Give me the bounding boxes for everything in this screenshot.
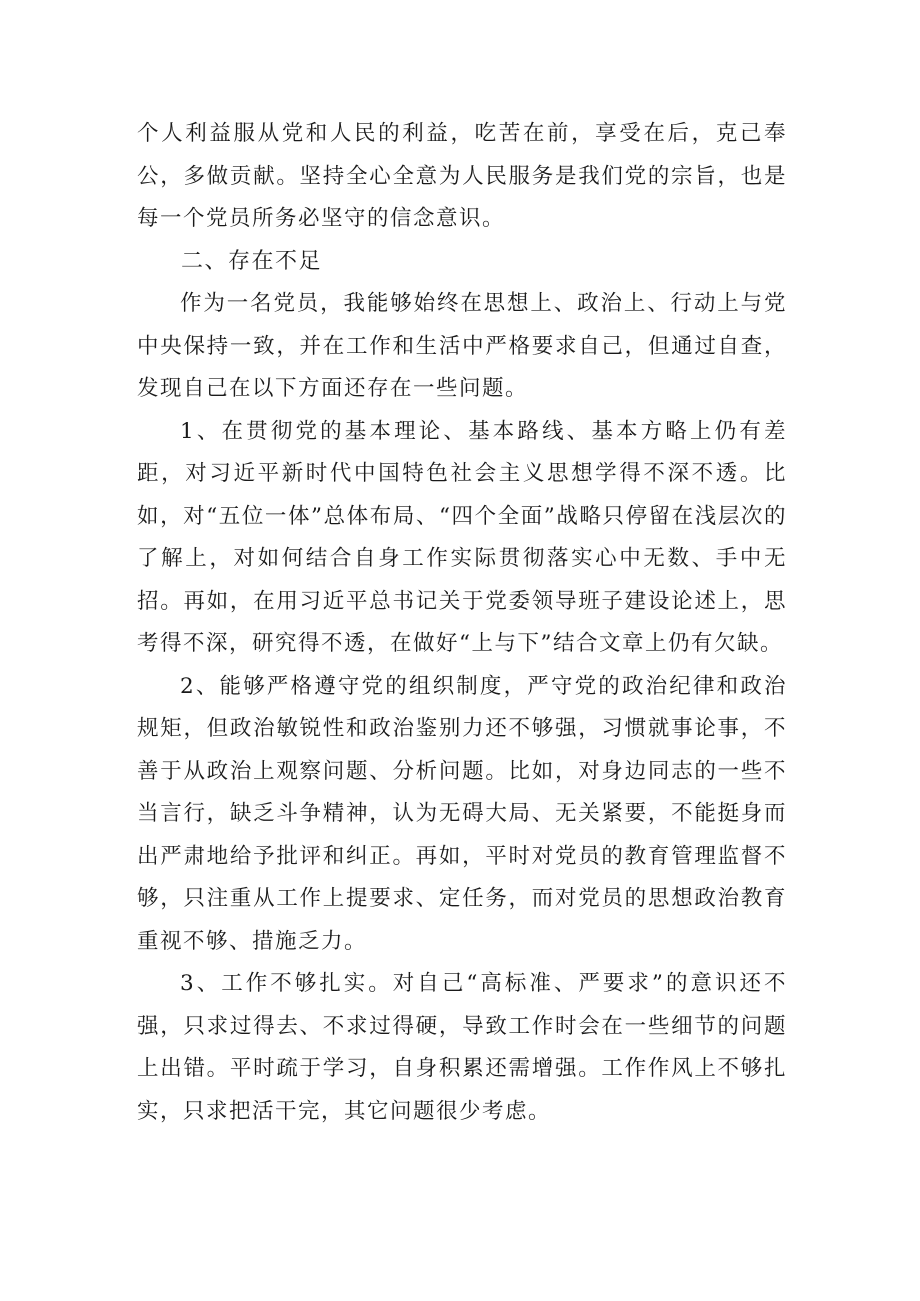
paragraph-item-3: 3、工作不够扎实。对自己“高标准、严要求”的意识还不强，只求过得去、不求过得硬，导致工作时会在一些细节的问题上出错。平时疏于学习，自身积累还需增强。工作作风上不够扎实，只求把活干完，其它问题很少考虑。 (137, 971, 787, 1124)
document-body (137, 113, 787, 1133)
paragraph-item-1: 1、在贯彻党的基本理论、基本路线、基本方略上仍有差距，对习近平新时代中国特色社会主义思想学得不深不透。比如，对“五位一体”总体布局、“四个全面”战略只停留在浅层次的了解上，对如何结合自身工作实际贯彻落实心中无数、手中无招。再如，在用习近平总书记关于党委领导班子建设论述上，思考得不深，研究得不透，在做好“上与下”结合文章上仍有欠缺。 (137, 418, 787, 656)
paragraph-continuation: 个人利益服从党和人民的利益，吃苦在前，享受在后，克己奉公，多做贡献。坚持全心全意为人民服务是我们党的宗旨，也是每一个党员所务必坚守的信念意识。 (137, 121, 787, 231)
paragraph-intro: 作为一名党员，我能够始终在思想上、政治上、行动上与党中央保持一致，并在工作和生活中严格要求自己，但通过自查，发现自己在以下方面还存在一些问题。 (137, 291, 787, 401)
section-heading: 二、存在不足 (181, 248, 323, 274)
paragraph-item-2: 2、能够严格遵守党的组织制度，严守党的政治纪律和政治规矩，但政治敏锐性和政治鉴别力还不够强，习惯就事论事，不善于从政治上观察问题、分析问题。比如，对身边同志的一些不当言行，缺乏斗争精神，认为无碍大局、无关紧要，不能挺身而出严肃地给予批评和纠正。再如，平时对党员的教育管理监督不够，只注重从工作上提要求、定任务，而对党员的思想政治教育重视不够、措施乏力。 (137, 673, 787, 954)
